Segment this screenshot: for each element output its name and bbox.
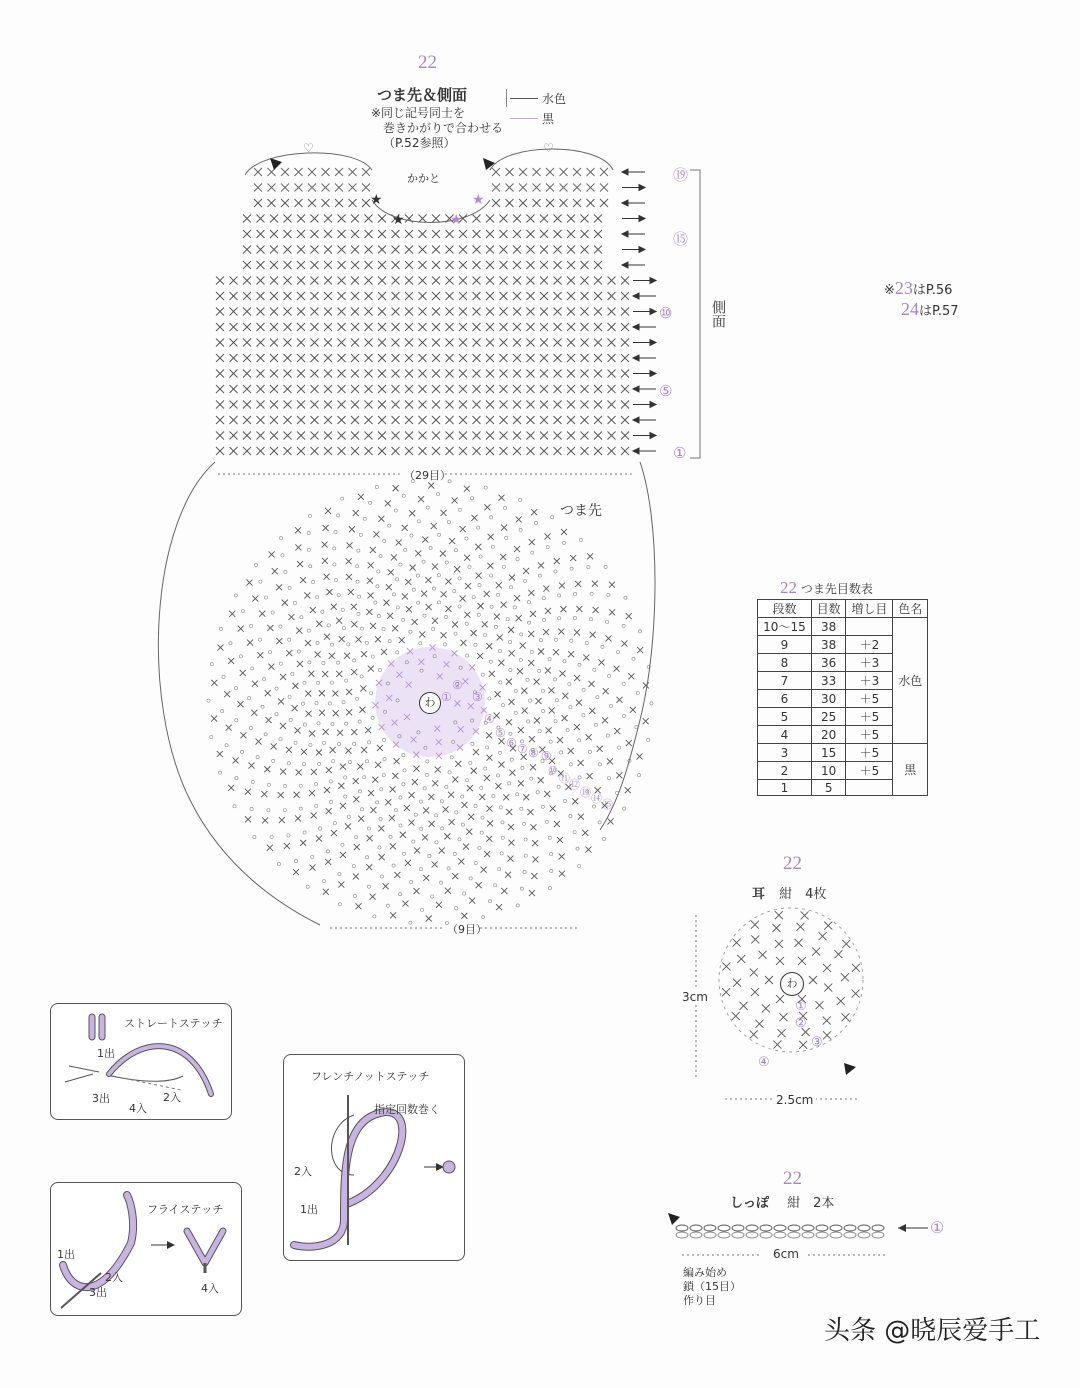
fly-label: 3出 [89, 1286, 107, 1299]
fly-label: 4入 [201, 1282, 219, 1295]
ear-heading [752, 883, 826, 902]
straight-stitch-title: ストレートステッチ [124, 1017, 223, 1030]
tail-start-line: 鎖（15目） [683, 1280, 741, 1293]
table-cell: 36 [811, 654, 846, 672]
ear-height-label: 3cm [682, 990, 708, 1004]
star-icon: ★ [392, 212, 405, 228]
ear-width-label: 2.5cm [773, 1093, 816, 1107]
row-marker: ⑮ [673, 232, 689, 248]
reference-number: 24 [901, 299, 919, 319]
heart-icon: ♡ [543, 141, 554, 155]
start-triangle-icon [270, 158, 282, 170]
french-knot-illustration [284, 1055, 464, 1260]
table-row [758, 744, 928, 762]
ear-round-marker: ② [795, 1015, 807, 1030]
table-header-cell: 目数 [811, 600, 846, 618]
tail-title: しっぽ [730, 1196, 770, 1211]
round-marker: ⑬ [580, 787, 591, 799]
stitch-table-body [758, 600, 928, 796]
row-marker: ⑤ [659, 384, 673, 400]
table-cell: 20 [811, 726, 846, 744]
ear-round-marker: ③ [811, 1034, 823, 1049]
round-marker: ⑫ [569, 779, 580, 791]
french-knot-box [283, 1054, 465, 1261]
fly-label: 2入 [105, 1271, 123, 1284]
note-line: 巻きかがりで合わせる [383, 121, 504, 135]
tail-start-triangle-icon [668, 1213, 680, 1225]
width-label: （29目） [404, 469, 451, 482]
tail-chain-stitches [676, 1225, 884, 1238]
table-row [758, 618, 928, 636]
side-stitch-grid [216, 168, 629, 455]
round-marker: ⑤ [495, 726, 506, 740]
ear-round-marker: ④ [758, 1054, 770, 1069]
round-marker: ⑨ [541, 749, 552, 763]
color-group-cell: 黒 [893, 744, 928, 796]
fly-stitch-title: フライステッチ [147, 1203, 224, 1216]
note-line: （P.52参照） [383, 136, 456, 150]
straight-label: 2入 [163, 1091, 181, 1104]
table-header-row [758, 600, 928, 618]
tail-start-line: 作り目 [683, 1294, 716, 1307]
table-cell: 9 [758, 636, 812, 654]
table-cell: 3 [758, 744, 812, 762]
start-triangle-icon [483, 158, 495, 170]
round-marker: ⑧ [528, 746, 539, 760]
stitch-table-title: つま先目数表 [800, 582, 873, 596]
table-cell: 38 [811, 636, 846, 654]
table-cell: ＋3 [846, 672, 893, 690]
table-cell: 2 [758, 762, 812, 780]
tail-start-line: 編み始め [683, 1266, 727, 1279]
tail-spec: 紺 2本 [787, 1196, 835, 1211]
french-knot-label: 1出 [300, 1203, 318, 1216]
reference-text: はP.57 [919, 304, 959, 319]
row-marker: ① [673, 446, 687, 462]
note-line: ※同じ記号同士を [371, 106, 466, 120]
table-cell: ＋3 [846, 654, 893, 672]
legend-label-black: 黒 [542, 112, 555, 126]
round-marker: ⑭ [591, 793, 602, 805]
toe-base-label: （9目） [447, 923, 487, 936]
stitch-table-number: 22 [780, 578, 797, 597]
round-marker: ⑩ [548, 765, 558, 777]
table-cell [846, 780, 893, 796]
star-icon: ★ [450, 212, 463, 228]
row-marker: ⑲ [673, 168, 689, 184]
ear-number: 22 [783, 853, 802, 874]
star-icon: ★ [370, 192, 383, 208]
ear-start-triangle-icon [844, 1063, 856, 1075]
table-cell: 5 [758, 708, 812, 726]
french-knot-title: フレンチノットステッチ [311, 1070, 430, 1083]
side-bracket [690, 170, 700, 458]
heart-icon: ♡ [303, 141, 314, 155]
round-marker: ② [452, 678, 463, 692]
tail-chart-svg [660, 1205, 960, 1265]
color-group-cell: 水色 [893, 618, 928, 744]
table-header-cell: 色名 [893, 600, 928, 618]
table-cell: 15 [811, 744, 846, 762]
table-cell: 6 [758, 690, 812, 708]
round-marker: ③ [472, 690, 483, 704]
main-chart-title: つま先＆側面 [377, 86, 468, 104]
reference-text: はP.56 [912, 283, 953, 298]
straight-label: 3出 [92, 1092, 110, 1105]
round-marker: ⑥ [506, 736, 517, 750]
legend-label-blue: 水色 [542, 92, 567, 106]
table-cell: 10 [811, 762, 846, 780]
table-header-cell: 増し目 [846, 600, 893, 618]
round-marker: ⑪ [559, 773, 570, 785]
row-arrows [622, 169, 656, 454]
table-cell: 5 [811, 780, 846, 796]
table-cell: ＋5 [846, 726, 893, 744]
table-cell: ＋5 [846, 762, 893, 780]
main-chart-number: 22 [418, 52, 437, 73]
stitch-table-caption [780, 578, 873, 598]
round-marker: ⑮ [602, 799, 613, 811]
tail-number: 22 [783, 1168, 802, 1189]
reference-line [884, 279, 959, 300]
fly-label: 1出 [57, 1248, 75, 1261]
row-marker: ⑩ [659, 306, 673, 322]
ear-title: 耳 [752, 887, 766, 902]
table-cell [846, 618, 893, 636]
tail-row-arrow-head [898, 1224, 906, 1232]
reference-prefix: ※ [884, 283, 895, 298]
toe-label: つま先 [560, 503, 602, 519]
round-marker: ① [441, 690, 452, 704]
reference-number: 23 [894, 278, 913, 298]
table-cell: 4 [758, 726, 812, 744]
page-references [884, 279, 959, 321]
table-cell: 38 [811, 618, 846, 636]
straight-label: 1出 [97, 1047, 115, 1060]
straight-stitch-box [50, 1003, 232, 1120]
french-knot-label: 2入 [294, 1165, 312, 1178]
ear-chart-svg [680, 905, 880, 1105]
reference-line [884, 300, 959, 321]
side-label: 側面 [710, 300, 726, 328]
table-cell: 10〜15 [758, 618, 812, 636]
tail-start-note [683, 1266, 741, 1308]
table-cell: ＋2 [846, 636, 893, 654]
table-cell: 8 [758, 654, 812, 672]
star-icon: ★ [472, 192, 485, 208]
ear-ring: わ [780, 972, 804, 996]
ear-spec: 紺 4枚 [779, 887, 827, 902]
table-cell: ＋5 [846, 708, 893, 726]
table-cell: ＋5 [846, 690, 893, 708]
french-knot-wrap-label: 指定回数巻く [374, 1103, 440, 1116]
straight-label: 4入 [129, 1102, 147, 1115]
round-marker: ④ [484, 712, 495, 726]
fly-stitch-box [50, 1182, 242, 1316]
tail-length-label: 6cm [773, 1247, 799, 1261]
round-marker: ⑦ [517, 742, 528, 756]
table-cell: 7 [758, 672, 812, 690]
heel-label: かかと [407, 172, 440, 185]
table-cell: 25 [811, 708, 846, 726]
toe-ring: わ [419, 692, 441, 714]
watermark: 头条 @晓辰爱手工 [824, 1316, 1041, 1346]
table-cell: 30 [811, 690, 846, 708]
table-cell: 33 [811, 672, 846, 690]
table-cell: 1 [758, 780, 812, 796]
tail-row-marker: ① [930, 1220, 945, 1237]
stitch-count-table [757, 599, 928, 796]
ear-round-marker: ① [795, 998, 807, 1013]
table-cell: ＋5 [846, 744, 893, 762]
table-header-cell: 段数 [758, 600, 812, 618]
